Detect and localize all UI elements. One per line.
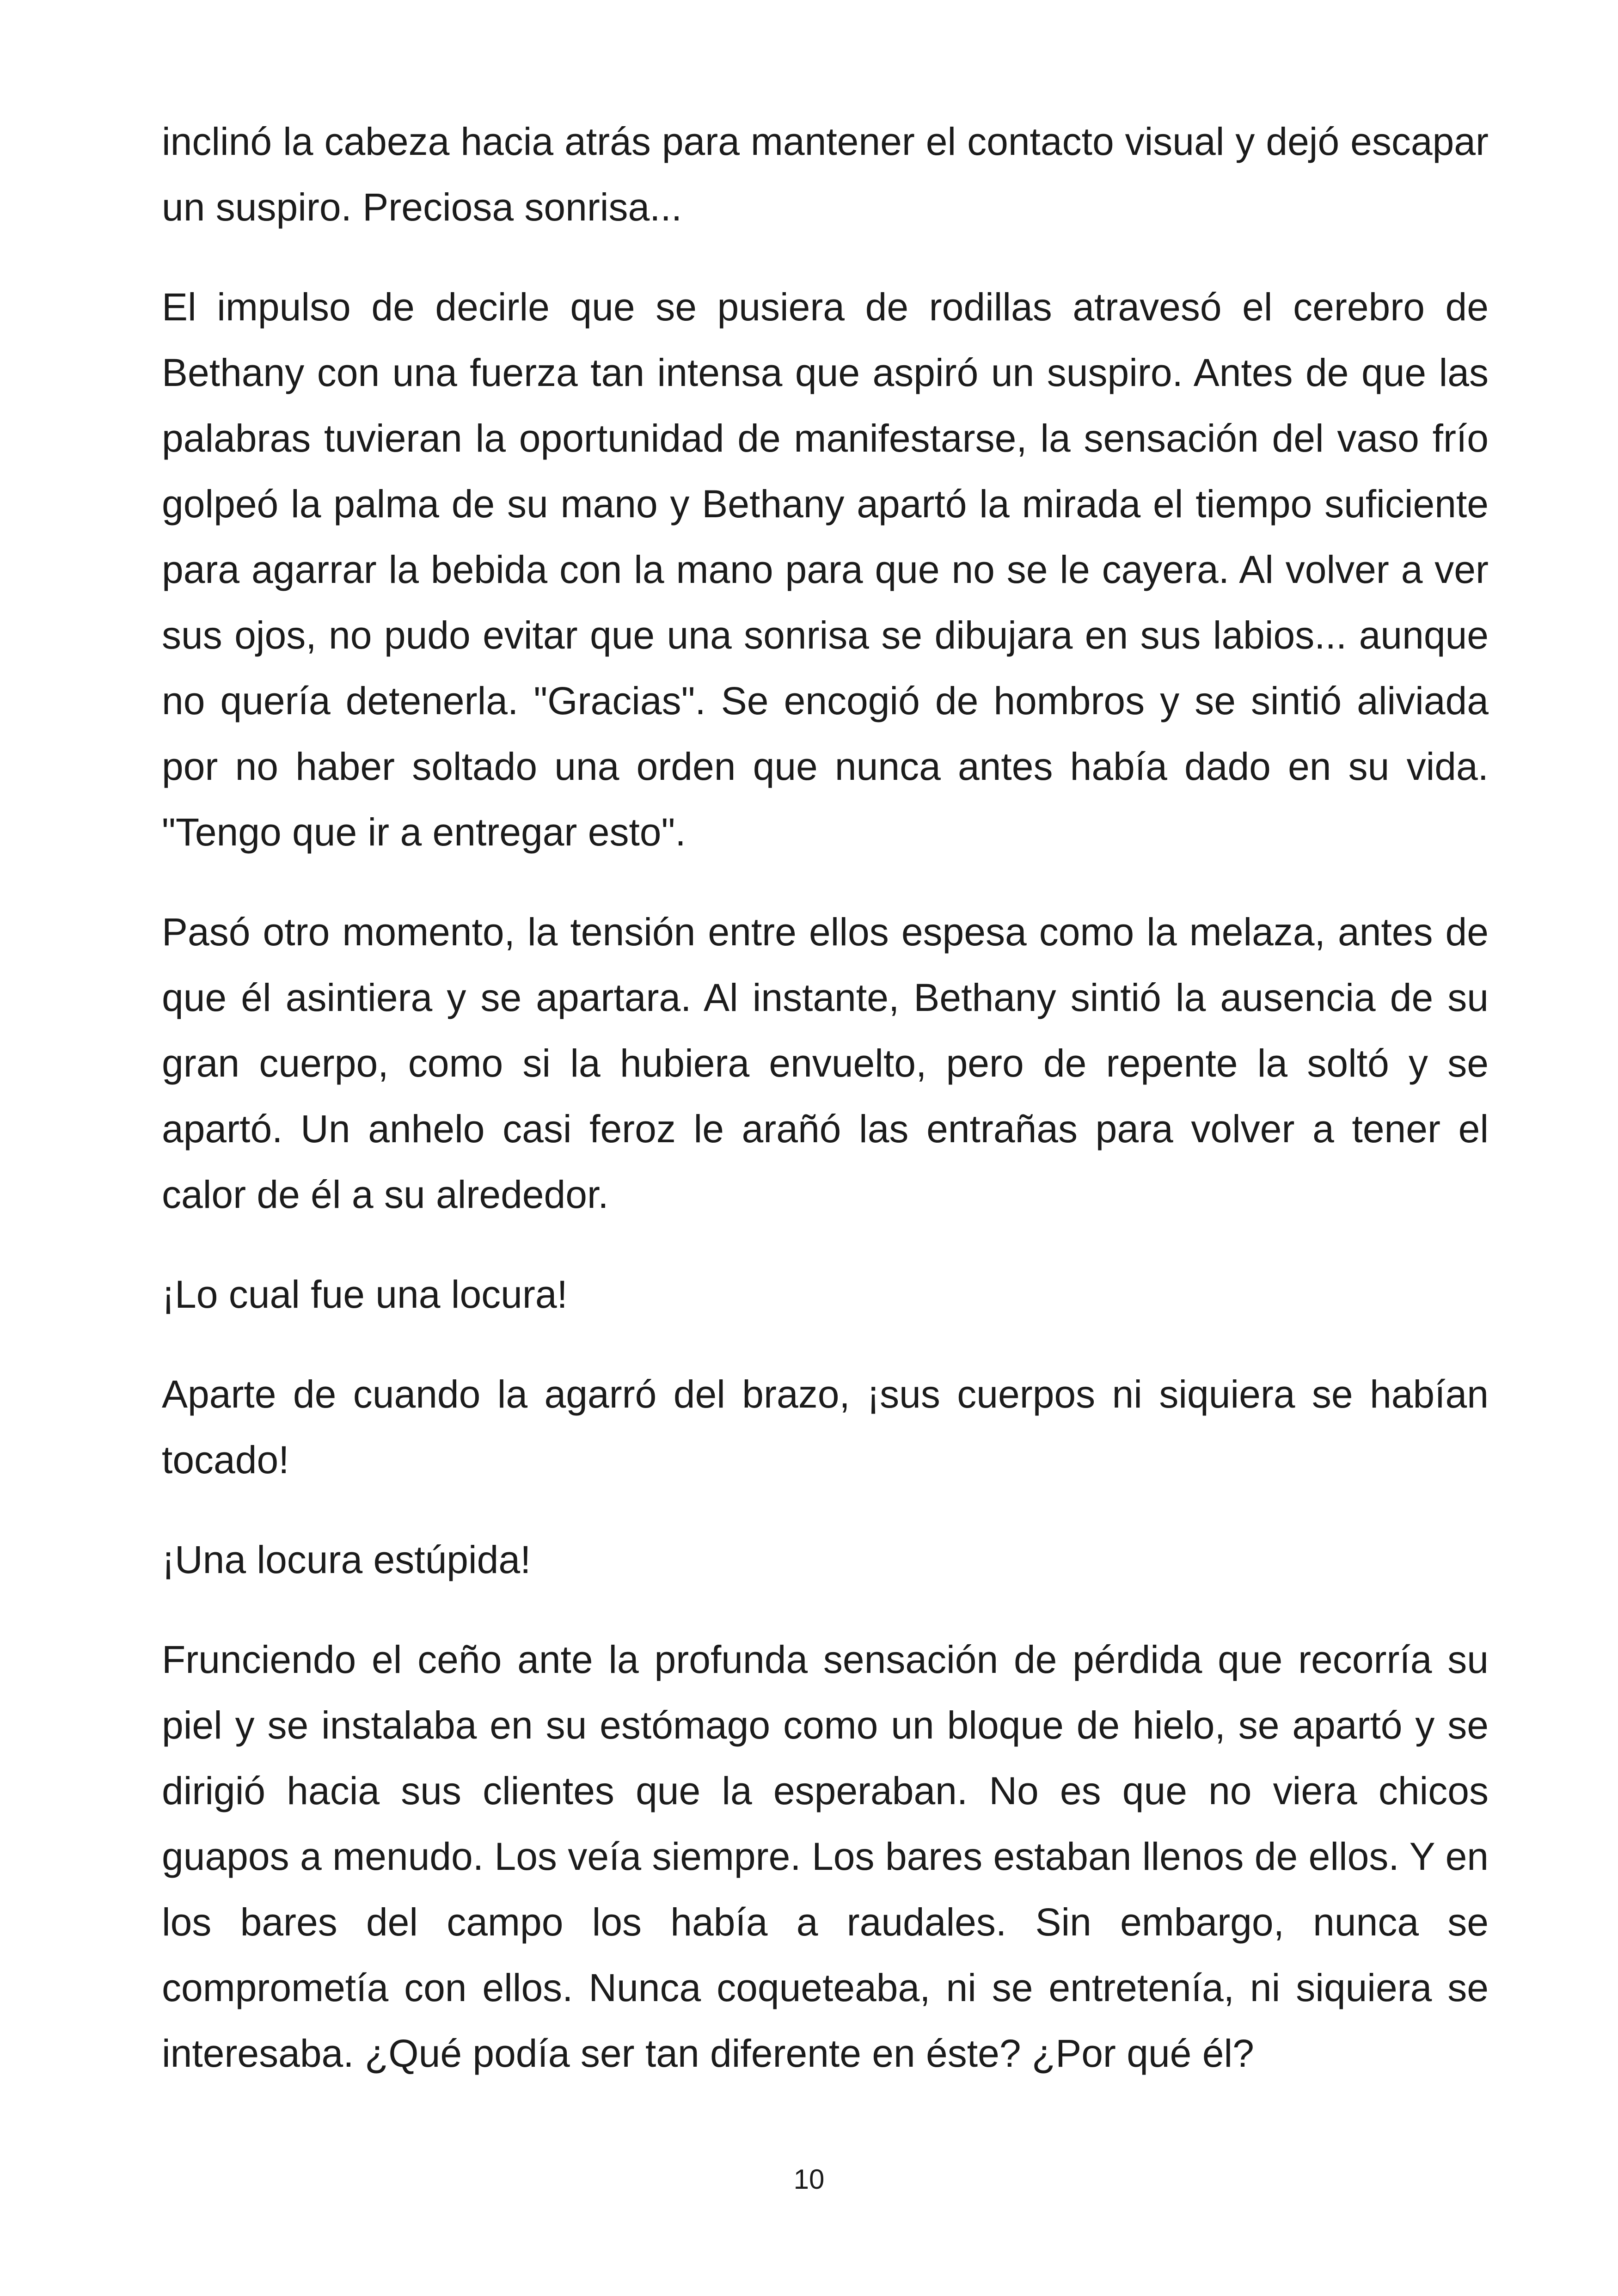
paragraph-7: Frunciendo el ceño ante la profunda sensación de pérdida que recorría su piel y se instalaba en su estómago como un bloque de hielo, se apartó y se dirigió hacia sus clientes que la esperaban. No es que no viera chicos guapos a menudo. Los veía siempre. Los bares estaban llenos de ellos. Y en los bares del campo los había a raudales. Sin embargo, nunca se comprometía con ellos. Nunca coqueteaba, ni se entretenía, ni siquiera se interesaba. ¿Qué podía ser tan diferente en éste? ¿Por qué él? (162, 1638, 1489, 2075)
document-page (162, 109, 1489, 2120)
paragraph-3: Pasó otro momento, la tensión entre ellos espesa como la melaza, antes de que él asintiera y se apartara. Al instante, Bethany sintió la ausencia de su gran cuerpo, como si la hubiera envuelto, pero de repente la soltó y se apartó. Un anhelo casi feroz le arañó las entrañas para volver a tener el calor de él a su alrededor. (162, 910, 1489, 1216)
paragraph-1: inclinó la cabeza hacia atrás para mantener el contacto visual y dejó escapar un suspiro. Preciosa sonrisa... (162, 120, 1489, 229)
paragraph-6: ¡Una locura estúpida! (162, 1538, 531, 1581)
page-number: 10 (793, 2164, 825, 2195)
paragraph-5: Aparte de cuando la agarró del brazo, ¡sus cuerpos ni siquiera se habían tocado! (162, 1372, 1489, 1482)
paragraph-4: ¡Lo cual fue una locura! (162, 1273, 568, 1316)
paragraph-2: El impulso de decirle que se pusiera de rodillas atravesó el cerebro de Bethany con una fuerza tan intensa que aspiró un suspiro. Antes de que las palabras tuvieran la oportunidad de manifestarse, la sensación del vaso frío golpeó la palma de su mano y Bethany apartó la mirada el tiempo suficiente para agarrar la bebida con la mano para que no se le cayera. Al volver a ver sus ojos, no pudo evitar que una sonrisa se dibujara en sus labios... aunque no quería detenerla. "Gracias". Se encogió de hombros y se sintió aliviada por no haber soltado una orden que nunca antes había dado en su vida. "Tengo que ir a entregar esto". (162, 285, 1489, 854)
